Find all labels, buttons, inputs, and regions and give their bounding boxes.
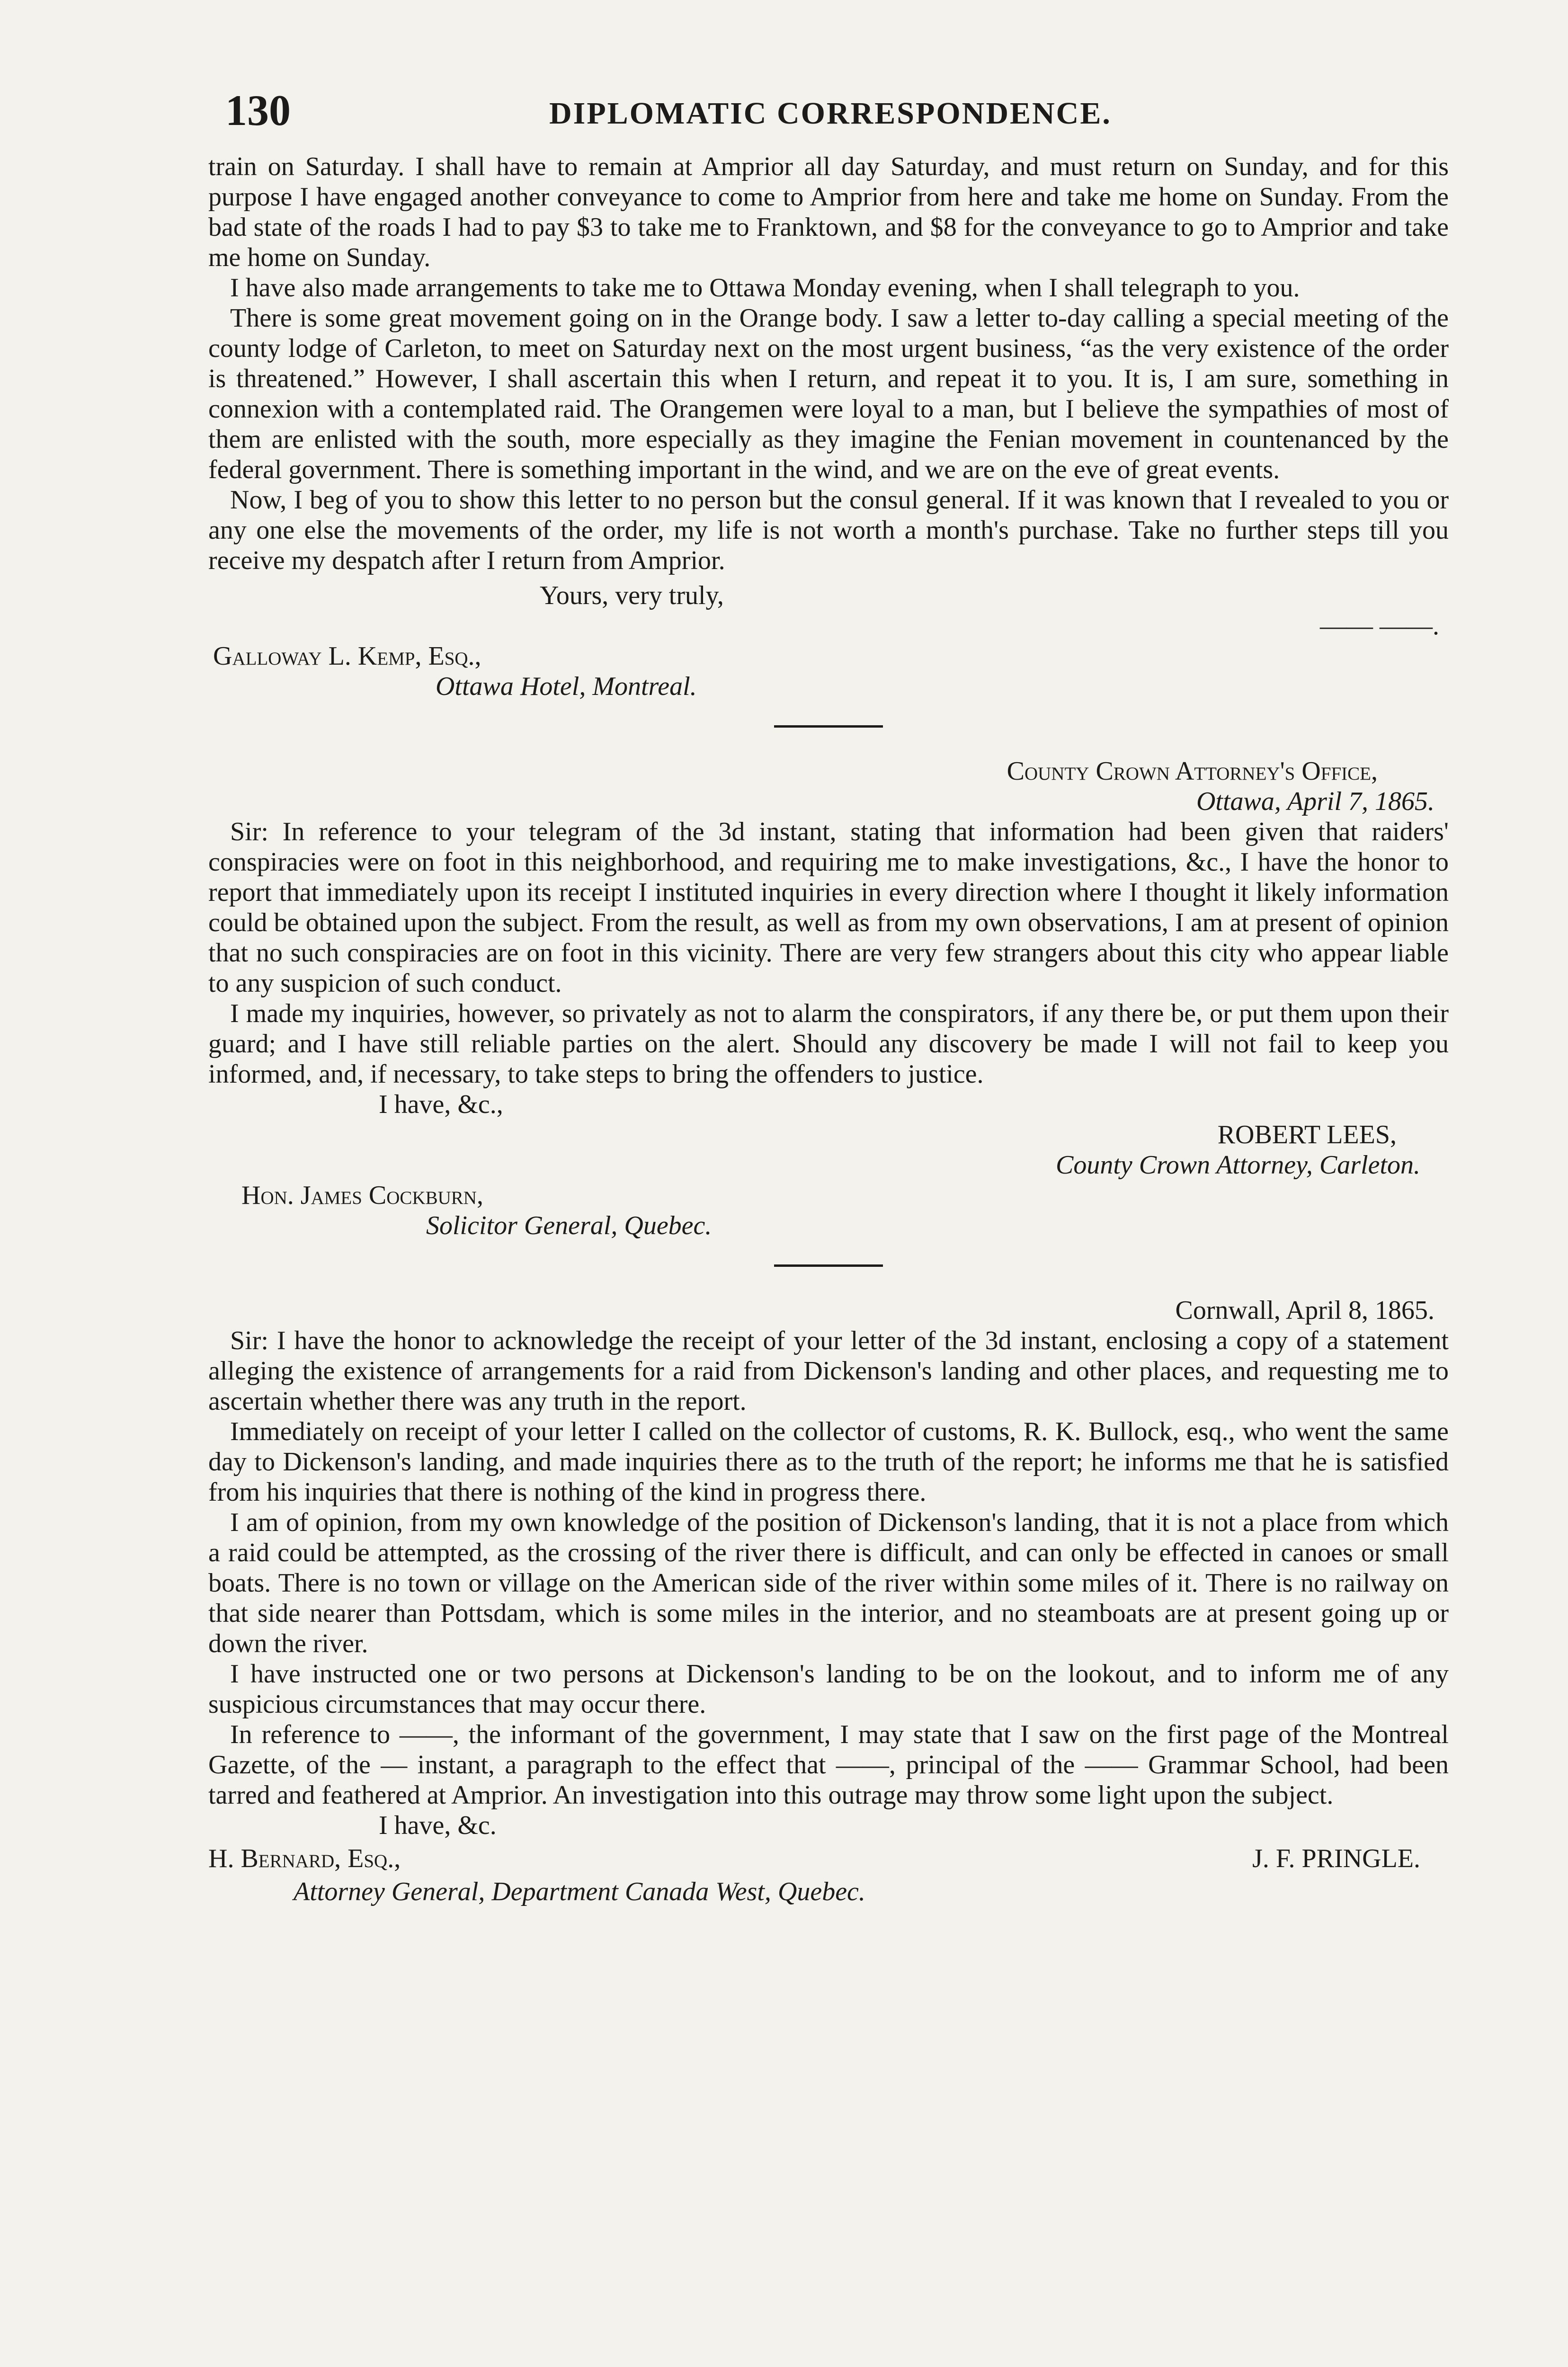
divider	[774, 725, 883, 728]
page-header	[208, 85, 1449, 137]
paragraph: I am of opinion, from my own knowledge of the position of Dickenson's landing, that it is not a place from which a raid could be attempted, as the crossing of the river there is difficult, and can only be effected in canoes or small boats. There is no town or village on the American side of the river within some miles of it. There is no railway on that side nearer than Pottsdam, which is some miles in the interior, and no steamboats are at present going up or down the river.	[208, 1508, 1449, 1658]
letter-1	[208, 151, 1449, 702]
paragraph: In reference to ——, the informant of the government, I may state that I saw on the first page of the Montreal Gazette, of the — instant, a paragraph to the effect that ——, principal of the —— Grammar School, had been tarred and feathered at Amprior. An investigation into this outrage may throw some light upon the subject.	[208, 1720, 1449, 1810]
paragraph: I made my inquiries, however, so privately as not to alarm the conspirators, if any there be, or put them upon their guard; and I have still reliable parties on the alert. Should any discovery be made I will not fail to keep you informed, and, if necessary, to take steps to bring the offenders to justice.	[208, 999, 1449, 1089]
office-heading: County Crown Attorney's Office,	[1007, 756, 1378, 786]
closing-row	[208, 1810, 1449, 1843]
page-number: 130	[225, 86, 291, 134]
addressee-name: H. Bernard, Esq.,	[208, 1844, 401, 1873]
paragraph: I have instructed one or two persons at Dickenson's landing to be on the lookout, and to inform me of any suspicious circumstances that may occur there.	[208, 1659, 1449, 1719]
signature: ROBERT LEES,	[1217, 1120, 1397, 1149]
divider	[774, 1264, 883, 1267]
paragraph: Immediately on receipt of your letter I called on the collector of customs, R. K. Bullock, esq., who went the same day to Dickenson's landing, and made inquiries there as to the truth of the report; he informs me that he is satisfied from his inquiries that there is nothing of the kind in progress there.	[208, 1417, 1449, 1507]
letter-2	[208, 756, 1449, 1241]
addressee-location: Attorney General, Department Canada West, Quebec.	[294, 1877, 865, 1906]
letter-3	[208, 1295, 1449, 1907]
paragraph: Sir: In reference to your telegram of the 3d instant, stating that information had been given that raiders' conspiracies were on foot in this neighborhood, and requiring me to make investigations, &c., I have the honor to report that immediately upon its receipt I instituted inquiries in every direction where I thought it likely information could be obtained upon the subject. From the result, as well as from my own observations, I am at present of opinion that no such conspiracies are on foot in this vicinity. There are very few strangers about this city who appear liable to any suspicion of such conduct.	[208, 817, 1449, 998]
signature-row	[208, 1843, 1449, 1877]
dateline	[208, 1295, 1434, 1326]
addressee-location: Solicitor General, Quebec.	[426, 1211, 712, 1240]
addressee-location: Ottawa Hotel, Montreal.	[436, 672, 697, 701]
addressee-name: Galloway L. Kemp, Esq.,	[213, 641, 481, 671]
addressee-name: Hon. James Cockburn,	[241, 1181, 483, 1210]
paragraph: There is some great movement going on in the Orange body. I saw a letter to-day calling a special meeting of the county lodge of Carleton, to meet on Saturday next on the most urgent business, “as the very existence of the order is threatened.” However, I shall ascertain this when I return, and repeat it to you. It is, I am sure, something in connexion with a contemplated raid. The Orangemen were loyal to a man, but I believe the sympathies of most of them are enlisted with the south, more especially as they imagine the Fenian movement in countenanced by the federal government. There is something important in the wind, and we are on the eve of great events.	[208, 303, 1449, 484]
closing: I have, &c.	[379, 1811, 497, 1840]
paragraph: I have also made arrangements to take me to Ottawa Monday evening, when I shall telegraph to you.	[230, 273, 1300, 303]
signature: —— ——.	[1320, 611, 1439, 641]
paragraph: Sir: I have the honor to acknowledge the receipt of your letter of the 3d instant, enclosing a copy of a statement alleging the existence of arrangements for a raid from Dickenson's landing and other places, and requesting me to ascertain whether there was any truth in the report.	[208, 1326, 1449, 1416]
closing: Yours, very truly,	[540, 581, 724, 610]
closing: I have, &c.,	[379, 1090, 503, 1119]
dateline-text: Cornwall, April 8, 1865.	[1175, 1296, 1434, 1325]
signature-title: County Crown Attorney, Carleton.	[1055, 1150, 1420, 1180]
paragraph: Now, I beg of you to show this letter to no person but the consul general. If it was known that I revealed to you or any one else the movements of the order, my life is not worth a month's purchase. Take no further steps till you receive my despatch after I return from Amprior.	[208, 485, 1449, 575]
document-page	[208, 85, 1449, 1907]
dateline: Ottawa, April 7, 1865.	[1196, 787, 1434, 816]
running-title: DIPLOMATIC CORRESPONDENCE.	[549, 96, 1112, 131]
signature: J. F. PRINGLE.	[1252, 1844, 1420, 1873]
paragraph: train on Saturday. I shall have to remain at Amprior all day Saturday, and must return on Sunday, and for this purpose I have engaged another conveyance to come to Amprior from here and take me home on Sunday. From the bad state of the roads I had to pay $3 to take me to Franktown, and $8 for the conveyance to go to Amprior and take me home on Sunday.	[208, 152, 1449, 272]
